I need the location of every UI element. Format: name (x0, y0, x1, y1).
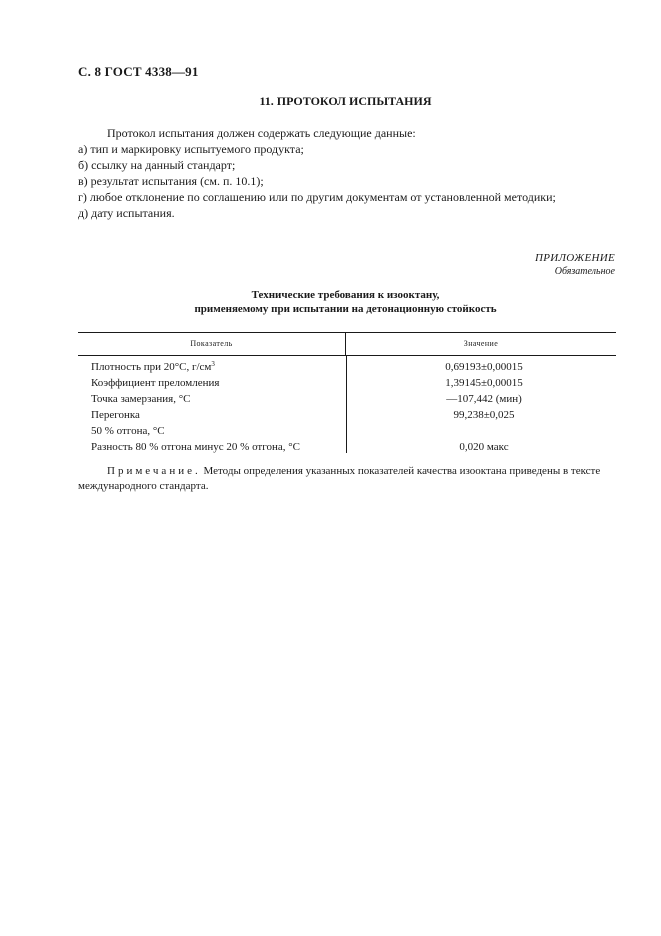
note-lead: Примечание. (107, 465, 201, 477)
row-name-text: Плотность при 20°С, г/см (91, 361, 212, 373)
row-name (78, 359, 346, 375)
row-value: 0,69193±0,00015 (445, 361, 523, 373)
column-header-name: Показатель (78, 333, 346, 355)
table-body (78, 356, 616, 455)
list-item: б) ссылку на данный стандарт; (78, 158, 236, 172)
row-name: 50 % отгона, °С (91, 425, 165, 437)
appendix-status: Обязательное (554, 266, 615, 277)
note-text: Методы определения указанных показателей качества изооктана приведены в тексте международного стандарта. (78, 465, 601, 492)
table-title-line-2: применяемому при испытании на детонационную стойкость (194, 303, 497, 315)
row-value (346, 423, 616, 439)
list-item: а) тип и маркировку испытуемого продукта; (78, 142, 304, 156)
row-name-superscript: 3 (211, 360, 215, 368)
table-row (78, 375, 616, 391)
table-row (78, 423, 616, 439)
row-value: —107,442 (мин) (446, 393, 522, 405)
page-header: С. 8 ГОСТ 4338—91 (78, 64, 199, 79)
column-header-value: Значение (463, 339, 499, 348)
table-row (78, 391, 616, 407)
section-title: 11. ПРОТОКОЛ ИСПЫТАНИЯ (259, 94, 432, 108)
section-intro: Протокол испытания должен содержать следующие данные: (107, 126, 416, 140)
row-name: Точка замерзания, °С (91, 393, 191, 405)
row-value: 99,238±0,025 (453, 409, 515, 421)
row-value: 1,39145±0,00015 (445, 377, 523, 389)
row-name: Коэффициент преломления (91, 377, 220, 389)
list-item: д) дату испытания. (78, 206, 175, 220)
table-row (78, 359, 616, 375)
appendix-label: ПРИЛОЖЕНИЕ (535, 252, 615, 264)
spec-table (78, 332, 616, 455)
list-item: г) любое отклонение по соглашению или по другим документам от установленной методики; (78, 190, 556, 204)
protocol-items-list (78, 141, 556, 221)
row-value: 0,020 макс (459, 441, 509, 453)
appendix-label-block (535, 252, 615, 278)
table-row (78, 407, 616, 423)
table-header-row (78, 333, 616, 355)
table-row (78, 439, 616, 455)
table-note (78, 464, 618, 494)
list-item: в) результат испытания (см. п. 10.1); (78, 174, 264, 188)
table-title-line-1: Технические требования к изооктану, (251, 289, 440, 301)
row-name: Разность 80 % отгона минус 20 % отгона, °С (91, 441, 300, 453)
row-name: Перегонка (91, 409, 140, 421)
table-title (0, 288, 661, 316)
